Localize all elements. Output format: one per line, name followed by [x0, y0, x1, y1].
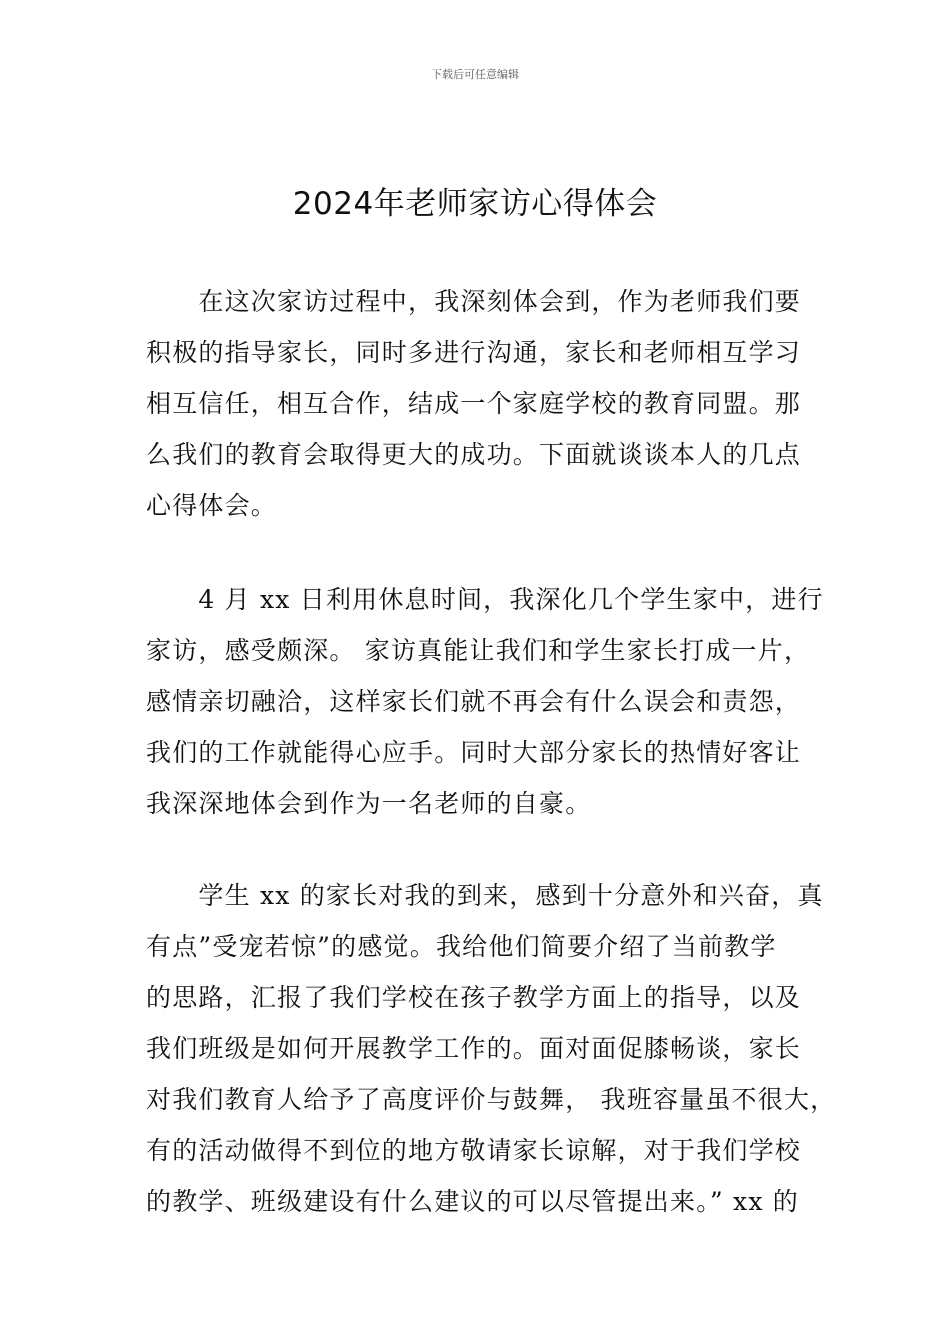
- paragraph-line: 积极的指导家长，同时多进行沟通，家长和老师相互学习: [146, 338, 802, 367]
- paragraph-line: 家访，感受颇深。 家访真能让我们和学生家长打成一片，: [146, 636, 811, 665]
- paragraph-line: 相互信任，相互合作，结成一个家庭学校的教育同盟。那: [146, 389, 802, 418]
- paragraph-2: [146, 574, 826, 829]
- paragraph-line: 有点”受宠若惊”的感觉。我给他们简要介绍了当前教学: [146, 932, 777, 961]
- paragraph-line: 感情亲切融洽，这样家长们就不再会有什么误会和责怨，: [146, 687, 802, 716]
- paragraph-line: 对我们教育人给予了高度评价与鼓舞， 我班容量虽不很大，: [146, 1085, 837, 1114]
- paragraph-line: 心得体会。: [146, 491, 278, 520]
- paragraph-3: [146, 870, 837, 1227]
- paragraph-1: [146, 276, 826, 531]
- paragraph-line: 在这次家访过程中，我深刻体会到，作为老师我们要: [146, 287, 802, 316]
- paragraph-line: 4 月 xx 日利用休息时间，我深化几个学生家中，进行: [146, 585, 824, 614]
- paragraph-line: 学生 xx 的家长对我的到来，感到十分意外和兴奋，真: [146, 881, 824, 910]
- paragraph-line: 我们班级是如何开展教学工作的。面对面促膝畅谈，家长: [146, 1034, 802, 1063]
- paragraph-line: 的思路，汇报了我们学校在孩子教学方面上的指导，以及: [146, 983, 802, 1012]
- paragraph-line: 我们的工作就能得心应手。同时大部分家长的热情好客让: [146, 738, 802, 767]
- paragraph-line: 么我们的教育会取得更大的成功。下面就谈谈本人的几点: [146, 440, 802, 469]
- header-note: 下载后可任意编辑: [431, 68, 519, 81]
- paragraph-line: 有的活动做得不到位的地方敬请家长谅解，对于我们学校: [146, 1136, 802, 1165]
- paragraph-line: 我深深地体会到作为一名老师的自豪。: [146, 789, 592, 818]
- document-title: 2024年老师家访心得体会: [292, 186, 658, 222]
- paragraph-line: 的教学、班级建设有什么建议的可以尽管提出来。” xx 的: [146, 1187, 799, 1216]
